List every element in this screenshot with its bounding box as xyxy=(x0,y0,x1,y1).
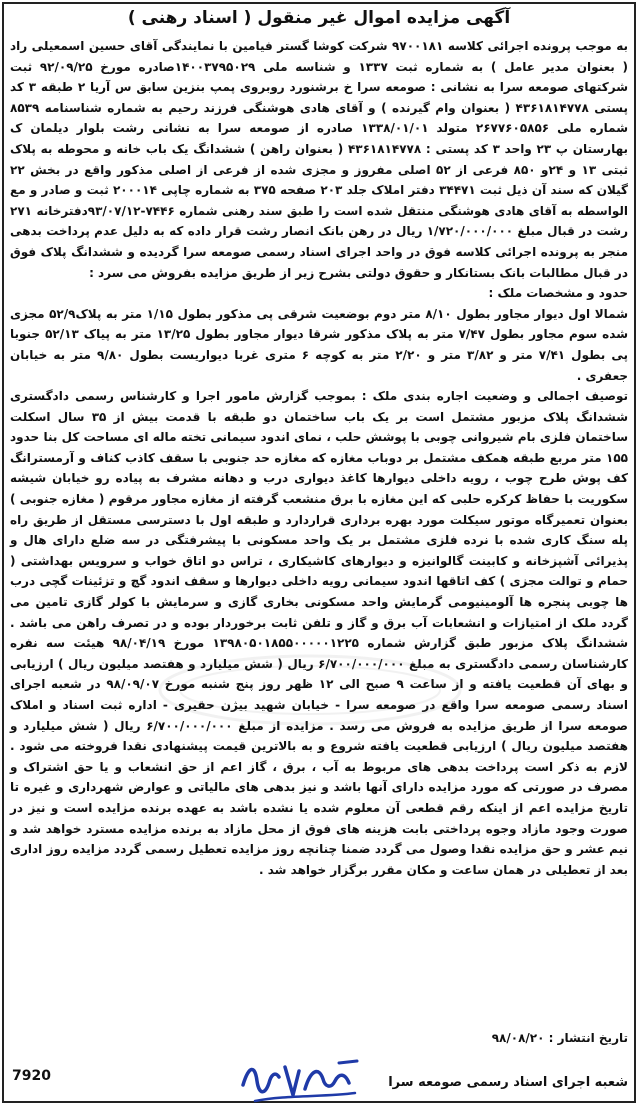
ad-code: 7920 xyxy=(12,1068,51,1084)
issuer-name: شعبه اجرای اسناد رسمی صومعه سرا xyxy=(388,1075,628,1090)
boundaries-heading: حدود و مشخصات ملک : xyxy=(488,286,628,301)
intro-paragraph: به موجب پرونده اجرائی کلاسه ۹۷۰۰۱۸۱ شرکت کوشا گستر فیامین با نمایندگی آقای حسین اسمعیلی راد ( بعنوان مدیر عامل ) به شماره ثبت ۱۳۳۷ و شناسه ملی ۱۴۰۰۳۷۹۵۰۲۹صادره مورخ ۹۲/۰۹/۲۵ ثبت شرکتهای صومعه سرا به نشانی : صومعه سرا خ برشنورد روبروی پمپ بنزین سابق س آریا ۲ طبقه ۳ کد پستی ۴۳۶۱۸۱۴۷۷۸ ( بعنوان وام گیرنده ) و آقای هادی هوشنگی فرزند رحیم به شماره شناسنامه ۸۵۳۹ شماره ملی ۲۶۷۷۶۰۵۸۵۶ متولد ۱۳۳۸/۰۱/۰۱ صادره از صومعه سرا به نشانی رشت بلوار دیلمان ک بهارستان پ ۲۳ واحد ۳ کد پستی : ۴۳۶۱۸۱۴۷۷۸ ( بعنوان راهن ) ششدانگ یک باب خانه و محوطه به پلاک ثبتی ۱۳ و ۲۴و ۸۵۰ فرعی از ۵۲ اصلی مفروز و مجزی شده از فرعی از اصلی مذکور واقع در بخش ۲۲ گیلان که سند آن ذیل ثبت ۳۴۴۷۱ دفتر املاک جلد ۲۰۳ صفحه ۳۷۵ به شماره چاپی ۲۰۰۰۱۴ ثبت و صادر و مع الواسطه به آقای هادی هوشنگی منتقل شده است را طبق سند رهنی شماره ۷۴۴۶-۹۳/۰۷/۱۲دفترخانه ۲۷۱ رشت در قبال مبلغ ۱/۷۲۰/۰۰۰/۰۰۰ ریال در رهن بانک انصار رشت قرار داده که به دلیل عدم پرداخت بدهی منجر به پرونده اجرائی کلاسه فوق در واحد اجرای اسناد رسمی صومعه سرا گردیده و ششدانگ پلاک فوق در قبال مطالبات بانک بستانکار و حقوق دولتی بشرح زیر از طریق مزایده بفروش می سرد : xyxy=(10,39,629,280)
notice-body xyxy=(10,36,628,880)
handwritten-signature xyxy=(235,1055,365,1105)
description-paragraph: توصیف اجمالی و وضعیت اجاره بندی ملک : بموجب گزارش مامور اجرا و کارشناس رسمی دادگستری ششدانگ پلاک مزبور مشتمل است بر یک باب ساختمان دو طبقه با قدمت بیش از ۳۵ سال اسکلت ساختمان فلزی بام شیروانی چوبی با پوشش حلب ، نمای اندود سیمانی تخته ماله ای مساحت کل بنا حدود ۱۵۵ متر مربع طبقه همکف مشتمل بر دوباب مغازه که مغازه حد جنوبی با سقف کاذب کناف و آرمسترانگ کف پوش طرح چوب ، رویه داخلی دیوارها کاغذ دیواری درب و دهانه مشرف به پیاده رو خیابان شیشه سکوریت با حفاظ کرکره حلبی که این مغازه با برق منشعب گرفته از مغازه مجاور مرقوم ( مغازه جنوبی ) بعنوان تعمیرگاه موتور سیکلت مورد بهره برداری قراردارد و طبقه اول با دسترسی مستقل از طریق راه پله سنگ کاری شده با نرده فلزی مشتمل بر یک واحد مسکونی با پیشرفتگی در سه ضلع دارای هال و پذیرائی آشپزخانه و کابینت گالوانیزه و دیوارهای کاشیکاری ، تراس دو اتاق خواب و سرویس بهداشتی ( حمام و توالت مجزی ) کف اتاقها اندود سیمانی رویه داخلی دیوارها و سقف اندود گچ و تزئینات گچی درب ها چوبی پنجره ها آلومینیومی گرمایش واحد مسکونی بخاری گازی و سرمایش با کولر گازی تامین می گردد ملک از امتیازات و انشعابات آب برق و گاز و تلفن ثابت برخوردار بوده و در تصرف راهن می باشد . ششدانگ پلاک مزبور طبق گزارش شماره ۱۳۹۸۰۵۰۱۸۵۵۰۰۰۰۰۱۲۲۵ مورخ ۹۸/۰۴/۱۹ هیئت سه نفره کارشناسان رسمی دادگستری به مبلغ ۶/۷۰۰/۰۰۰/۰۰۰ ریال ( شش میلیارد و هفتصد میلیون ریال ) ارزیابی و بهای آن قطعیت یافته و از ساعت ۹ صبح الی ۱۲ ظهر روز پنج شنبه مورخ ۹۸/۰۹/۰۷ در شعبه اجرای اسناد رسمی صومعه سرا واقع در صومعه سرا - خیابان شهید بیژن حقیری - اداره ثبت اسناد و املاک صومعه سرا از طریق مزایده به فروش می رسد . مزایده از مبلغ ۶/۷۰۰/۰۰۰/۰۰۰ ریال ( شش میلیارد و هفتصد میلیون ریال ) ارزیابی قطعیت یافته شروع و به بالاترین قیمت پیشنهادی نقدا فروخته می شود . لازم به ذکر است پرداخت بدهی های مربوط به آب ، برق ، گاز اعم از حق انشعاب و یا حق اشتراک و مصرف در صورتی که مورد مزایده دارای آنها باشد و نیز بدهی های مالیاتی و عوارض شهرداری و غیره تا تاریخ مزایده اعم از اینکه رقم قطعی آن معلوم شده یا نشده باشد به عهده برنده مزایده است و نیز در صورت وجود مازاد وجوه پرداختی بابت هزینه های فوق از محل مازاد به برنده مزایده مسترد خواهد شد و نیم عشر و حق مزایده نقدا وصول می گردد ضمنا چنانچه روز مزایده تعطیل رسمی گردد مزایده روز اداری بعد از تعطیلی در همان ساعت و مکان مقرر برگزار خواهد شد . xyxy=(10,389,629,877)
notice-title: آگهی مزایده اموال غیر منقول ( اسناد رهنی ) xyxy=(127,8,511,28)
publish-date: تاریخ انتشار : ۹۸/۰۸/۲۰ xyxy=(491,1031,628,1045)
boundaries-paragraph: شمالا اول دیوار مجاور بطول ۸/۱۰ متر دوم بوضعیت شرقی پی مذکور بطول ۱/۱۵ متر به پلاک۵۲/۹ مجزی شده سوم مجاور بطول ۷/۴۷ متر به پلاک مذکور شرقا دیوار مجاور بطول ۱۳/۲۵ متر به پیاک ۵۲/۱۳ جنوبا پی بطول ۷/۴۱ متر و ۳/۸۲ متر و ۲/۲۰ متر به کوچه ۶ متری غربا دیواریست بطول ۹/۸۰ متر به خیابان جعفری . xyxy=(10,306,629,383)
